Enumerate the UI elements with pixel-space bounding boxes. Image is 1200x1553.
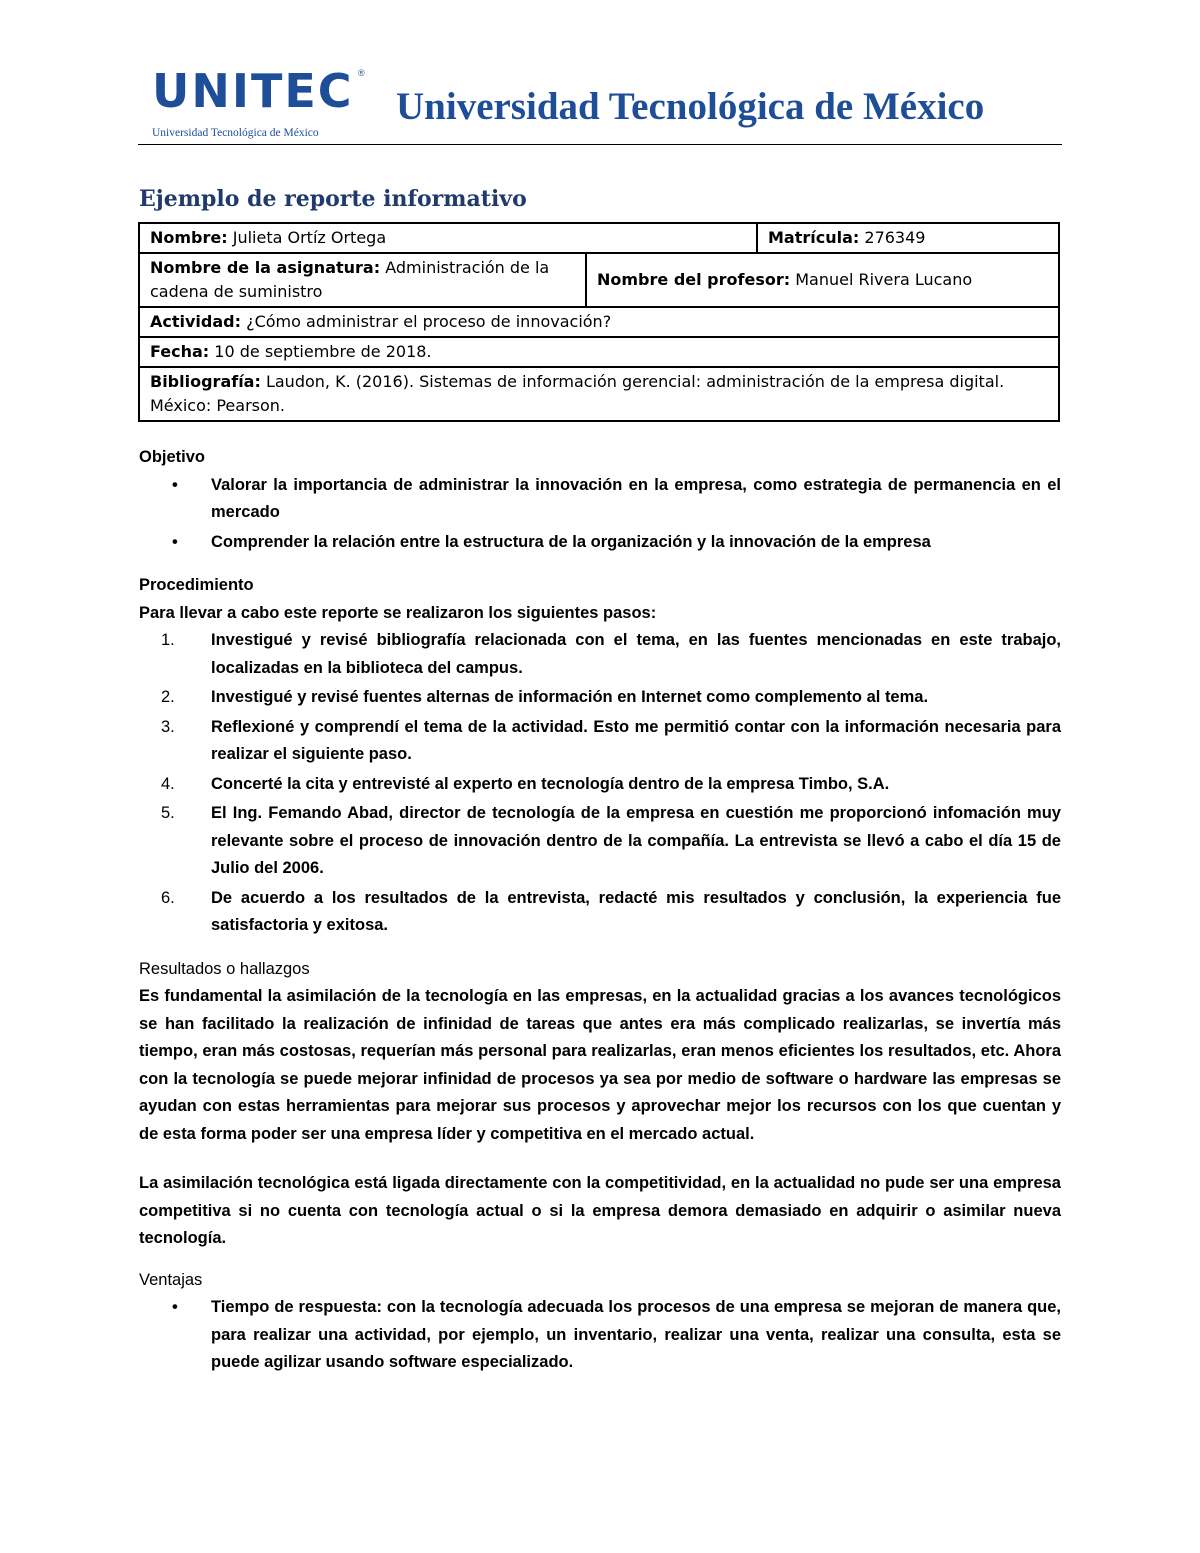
- nombre-cell: [139, 223, 757, 253]
- ventajas-item-text: Tiempo de respuesta: con la tecnología adecuada los procesos de una empresa se mejoran de manera que, para realizar una actividad, por ejemplo, un inventario, realizar una venta, realizar una consulta, esta se puede agilizar usando software especializado.: [211, 1298, 1061, 1371]
- actividad-label: Actividad:: [150, 312, 242, 331]
- nombre-label: Nombre:: [150, 228, 228, 247]
- spacer: [139, 1253, 1061, 1267]
- step-text: Investigué y revisé fuentes alternas de información en Internet como complemento al tema.: [211, 688, 929, 706]
- profesor-cell: [586, 253, 1059, 307]
- info-row: [139, 337, 1059, 367]
- procedimiento-heading: Procedimiento: [139, 576, 254, 594]
- step-number: 5.: [161, 804, 175, 822]
- unitec-logo: [152, 66, 372, 146]
- procedimiento-steps: [139, 627, 1061, 940]
- matricula-cell: [757, 223, 1059, 253]
- bibliografia-value: Laudon, K. (2016). Sistemas de información gerencial: administración de la empresa digital. México: Pearson.: [150, 372, 1005, 415]
- procedimiento-intro: Para llevar a cabo este reporte se realizaron los siguientes pasos:: [139, 603, 657, 622]
- step-text: De acuerdo a los resultados de la entrevista, redacté mis resultados y conclusión, la experiencia fue satisfactoria y exitosa.: [211, 888, 1061, 934]
- step-text: Investigué y revisé bibliografía relacionada con el tema, en las fuentes mencionadas en este trabajo, localizadas en la biblioteca del campus.: [211, 631, 1061, 677]
- bibliografia-label: Bibliografía:: [150, 372, 261, 391]
- resultados-paragraph-2: La asimilación tecnológica está ligada directamente con la competitividad, en la actualidad no pude ser una empresa competitiva si no cuenta con tecnología actual o si la empresa demora demasiado en adquirir o asimilar nueva tecnología.: [139, 1174, 1061, 1247]
- asignatura-value: Administración de la cadena de suministro: [150, 258, 550, 301]
- page-header: [138, 66, 1062, 146]
- asignatura-label: Nombre de la asignatura:: [150, 258, 381, 277]
- spacer: [139, 558, 1061, 572]
- step-number: 1.: [161, 631, 175, 649]
- info-row: [139, 253, 1059, 307]
- report-body: [139, 444, 1061, 1379]
- info-row: [139, 223, 1059, 253]
- nombre-value: Julieta Ortíz Ortega: [227, 228, 387, 247]
- header-divider: [138, 144, 1062, 145]
- bullet-icon: •: [172, 532, 178, 551]
- actividad-cell: [139, 307, 1059, 337]
- info-row: [139, 367, 1059, 421]
- list-item: [139, 627, 1061, 682]
- step-text: El Ing. Femando Abad, director de tecnología de la empresa en cuestión me proporcionó infomación muy relevante sobre el proceso de innovación dentro de la compañía. La entrevista se llevó a cabo el día 15 de Julio del 2006.: [211, 804, 1061, 877]
- info-row: [139, 307, 1059, 337]
- info-table: [138, 222, 1060, 422]
- list-item: [139, 714, 1061, 769]
- fecha-label: Fecha:: [150, 342, 210, 361]
- objetivo-list: [139, 472, 1061, 557]
- bullet-icon: •: [172, 1298, 178, 1316]
- objetivo-item-text: Valorar la importancia de administrar la innovación en la empresa, como estrategia de permanencia en el mercado: [211, 475, 1061, 521]
- logo-wordmark: UNITEC: [152, 64, 354, 118]
- list-item: [139, 684, 1061, 712]
- actividad-value: ¿Cómo administrar el proceso de innovación?: [241, 312, 612, 331]
- profesor-value: Manuel Rivera Lucano: [790, 270, 973, 289]
- spacer: [139, 1148, 1061, 1170]
- ventajas-list: [139, 1294, 1061, 1377]
- resultados-paragraph-1: Es fundamental la asimilación de la tecnología en las empresas, en la actualidad gracias a los avances tecnológicos se han facilitado la realización de infinidad de tareas que antes era más complicado realizarlas, se invertía más tiempo, eran más costosas, requerían más personal para realizarlas, eran menos eficientes los resultados, etc. Ahora con la tecnología se puede mejorar infinidad de procesos ya sea por medio de software o hardware las empresas se ayudan con estas herramientas para mejorar sus procesos y aprovechar mejor los recursos con los que cuentan y de esta forma poder ser una empresa líder y competitiva en el mercado actual.: [139, 987, 1061, 1143]
- matricula-value: 276349: [859, 228, 926, 247]
- step-text: Reflexioné y comprendí el tema de la actividad. Esto me permitió contar con la información necesaria para realizar el siguiente paso.: [211, 717, 1061, 763]
- profesor-label: Nombre del profesor:: [597, 270, 791, 289]
- fecha-cell: [139, 337, 1059, 367]
- bullet-icon: •: [172, 475, 178, 494]
- matricula-label: Matrícula:: [768, 228, 860, 247]
- bibliografia-cell: [139, 367, 1059, 421]
- fecha-value: 10 de septiembre de 2018.: [209, 342, 432, 361]
- asignatura-cell: [139, 253, 586, 307]
- step-number: 2.: [161, 688, 175, 706]
- resultados-heading: Resultados o hallazgos: [139, 959, 310, 978]
- registered-mark: ®: [358, 68, 365, 78]
- list-item: [139, 885, 1061, 940]
- report-title: Ejemplo de reporte informativo: [139, 186, 527, 212]
- step-number: 3.: [161, 717, 175, 736]
- list-item: [139, 1294, 1061, 1377]
- list-item: [139, 472, 1061, 527]
- university-title: Universidad Tecnológica de México: [396, 85, 985, 128]
- ventajas-heading: Ventajas: [139, 1270, 203, 1289]
- step-number: 6.: [161, 888, 175, 907]
- spacer: [139, 942, 1061, 956]
- logo-subtitle: Universidad Tecnológica de México: [152, 127, 319, 139]
- objetivo-item-text: Comprender la relación entre la estructura de la organización y la innovación de la empresa: [211, 532, 931, 551]
- objetivo-heading: Objetivo: [139, 448, 206, 466]
- list-item: [139, 800, 1061, 883]
- step-number: 4.: [161, 774, 175, 793]
- list-item: [139, 529, 1061, 557]
- step-text: Concerté la cita y entrevisté al experto en tecnología dentro de la empresa Timbo, S.A.: [211, 774, 890, 793]
- list-item: [139, 771, 1061, 799]
